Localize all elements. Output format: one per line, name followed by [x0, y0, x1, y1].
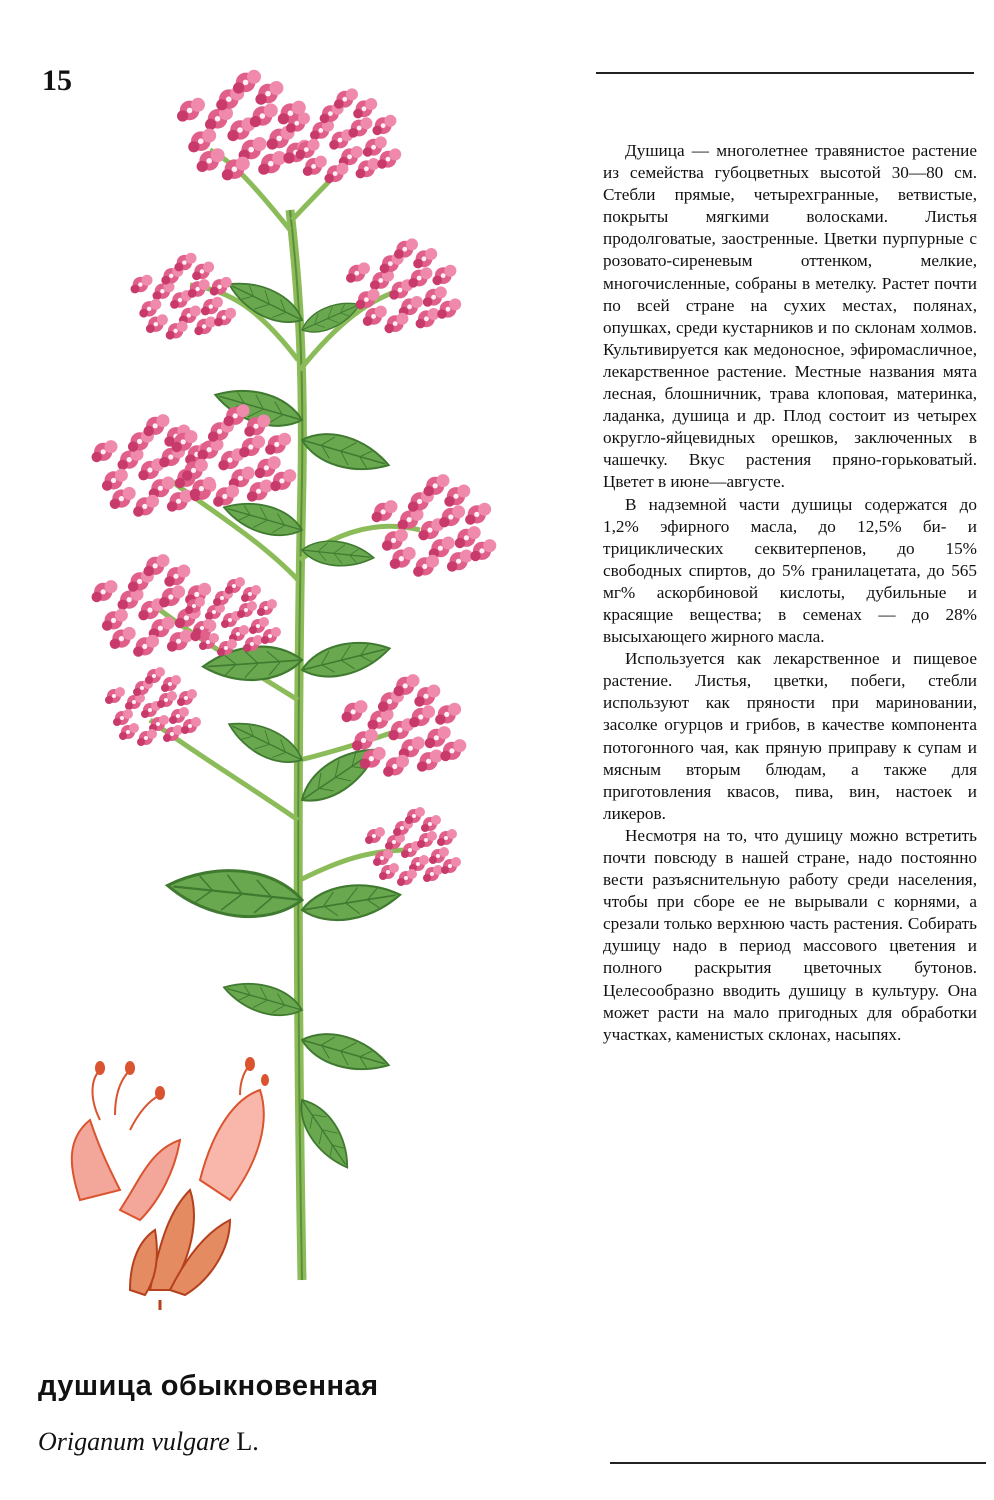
- latin-author: L.: [236, 1427, 259, 1456]
- paragraph-description: Душица — многолетнее травянистое растение из семейства губоцветных высотой 30—80 см. Стебли прямые, четырехгранные, ветвистые, покрыты мягкими волосками. Листья продолговатые, заостренные. Цветки пурпурные с розовато-сиреневым оттенком, мелкие, многочисленные, собраны в метелку. Растет почти по всей стране на сухих местах, полянах, опушках, среди кустарников и по склонам холмов. Культивируется как медоносное, эфиромасличное, лекарственное растение. Местные названия мята лесная, блошничник, трава клоповая, материнка, ладанка, душица и др. Плод состоит из четырех округло-яйцевидных орешков, заключенных в чашечку. Вкус растения пряно-горьковатый. Цветет в июне—августе.: [603, 141, 977, 492]
- paragraph-usage: Используется как лекарственное и пищевое растение. Листья, цветки, побеги, стебли используют как пряности при мариновании, засолке огурцов и грибов, в качестве компонента потогонного чая, как пряную приправу к супам и мясным вторым блюдам, а также для приготовления квасов, пива, вин, настоек и ликеров.: [603, 649, 977, 823]
- paragraph-composition: В надземной части душицы содержатся до 1,2% эфирного масла, до 12,5% би- и трициклических секвитерпенов, до 15% свободных спиртов, до 5% гранилацетата, до 565 мг% аскорбиновой кислоты, дубильные и красящие вещества; в семенах — до 28% высыхающего жирного масла.: [603, 494, 977, 647]
- page-number: 15: [42, 64, 72, 97]
- description-text: [603, 140, 977, 1046]
- plant-illustration: [40, 60, 510, 1310]
- latin-name: Origanum vulgare: [38, 1427, 230, 1456]
- paragraph-conservation: Несмотря на то, что душицу можно встретить почти повсюду в нашей стране, надо постоянно вести разъяснительную работу среди населения, чтобы при сборе ее не вырывали с корнями, а срезали только верхнюю часть растения. Собирать душицу надо в период массового цветения и полного раскрытия цветочных бутонов. Целесообразно вводить душицу в культуру. Она может расти на мало пригодных для обработки участках, каменистых склонах, насыпях.: [603, 825, 977, 1044]
- species-title-russian: душица обыкновенная: [38, 1370, 379, 1402]
- species-title-latin: [38, 1427, 259, 1457]
- bottom-rule: [610, 1462, 986, 1464]
- top-rule: [596, 72, 974, 74]
